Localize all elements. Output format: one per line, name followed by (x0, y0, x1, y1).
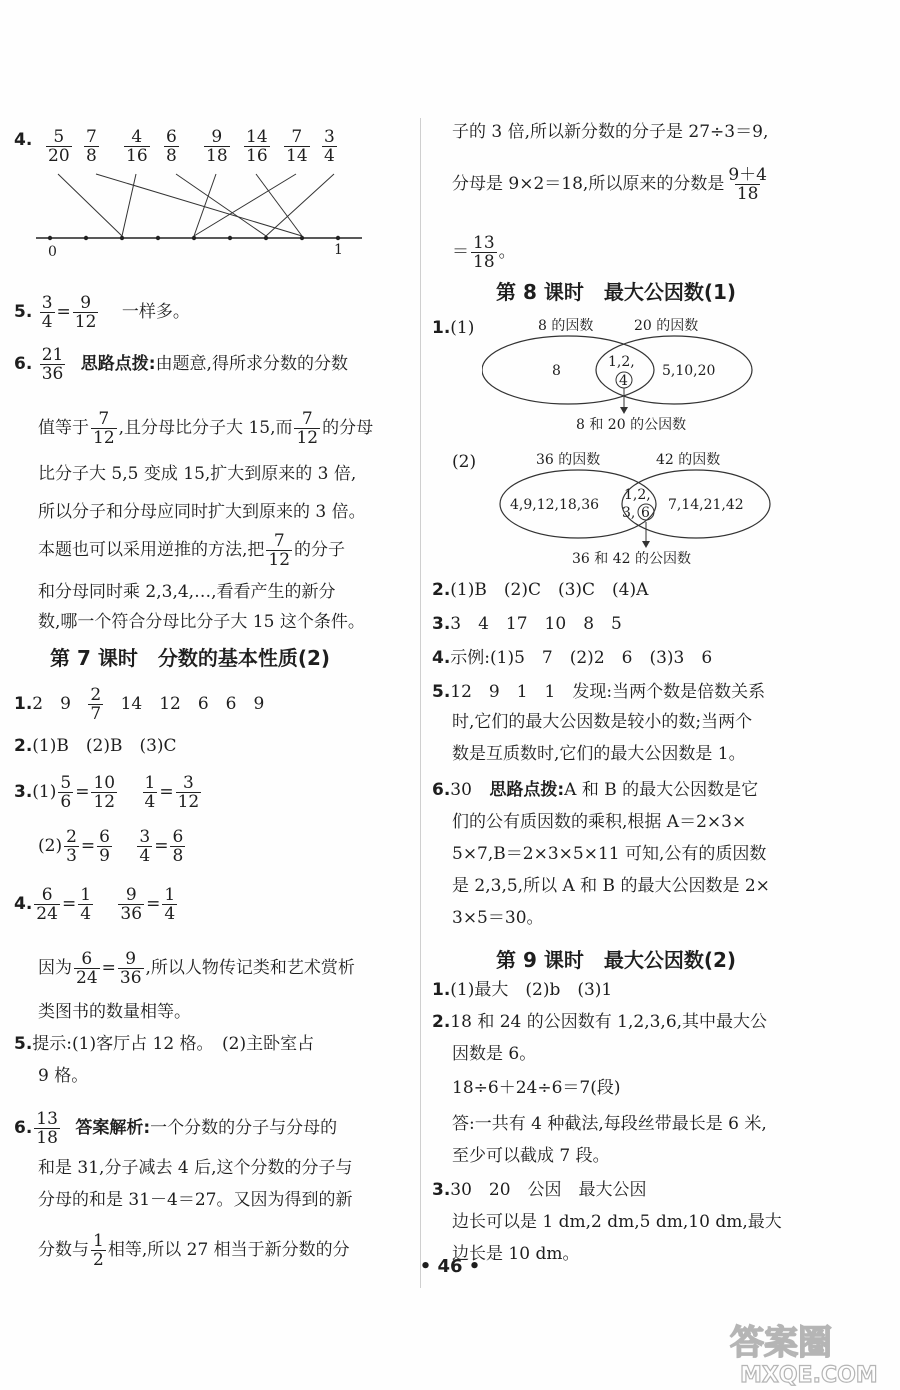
l7q2-line: 2.(1)B (2)B (3)C (14, 736, 177, 756)
venn1-caption: 8 和 20 的公因数 (576, 417, 687, 433)
axis-tick (300, 236, 304, 240)
q5-frac1: $\frac{3}{4}$ (41, 293, 53, 332)
axis-tick (120, 236, 124, 240)
venn2-mid: 1,2, (624, 487, 651, 503)
q6-line3: 比分子大 5,5 变成 15,扩大到原来的 3 倍, (38, 464, 357, 484)
q6-line2: 值等于 $\frac{7}{12}$ ,且分母比分子大 15,而 $\frac{7}{12}$ 的分母 (38, 409, 374, 448)
svg-text:答案圈: 答案圈 (730, 1323, 832, 1363)
section-heading-7: 第 7 课时 分数的基本性质(2) (50, 646, 331, 670)
venn1-left-title: 8 的因数 (538, 318, 594, 334)
q4-fraction: $\frac{5}{20}$ (48, 127, 70, 166)
q4-match-line (256, 174, 302, 236)
l7q4-line3: 类图书的数量相等。 (38, 1002, 191, 1022)
r8q5-line3: 数是互质数时,它们的最大公因数是 1。 (452, 744, 746, 764)
l7q6-line4: 分数与 $\frac{1}{2}$ 相等,所以 27 相当于新分数的分 (38, 1231, 350, 1270)
r8q1-p2: (2) (452, 452, 477, 472)
right-cont-line2: 分母是 9×2＝18,所以原来的分数是 $\frac{9+4}{18}$ (452, 165, 767, 204)
r8q6-line2: 们的公有质因数的乘积,根据 A＝2×3× (452, 812, 747, 832)
r9q3-line2: 边长可以是 1 dm,2 dm,5 dm,10 dm,最大 (452, 1212, 782, 1232)
q4-fraction: $\frac{7}{8}$ (86, 127, 97, 166)
q4-fraction: $\frac{7}{14}$ (286, 127, 308, 166)
right-cont-line1: 子的 3 倍,所以新分数的分子是 27÷3＝9, (452, 122, 769, 142)
axis-end-label: 1 (334, 242, 343, 258)
q5-frac2: $\frac{9}{12}$ (74, 293, 97, 332)
venn2-left-title: 36 的因数 (536, 452, 601, 468)
r8q6-line1: 6.30 思路点拨:A 和 B 的最大公因数是它 (432, 780, 759, 800)
q4-fraction: $\frac{6}{8}$ (166, 127, 177, 166)
page-number: • 46 • (419, 1256, 481, 1277)
column-divider (420, 118, 421, 1288)
venn2-right-title: 42 的因数 (656, 452, 721, 468)
svg-text:MXQE.COM: MXQE.COM (740, 1363, 878, 1388)
q4-fraction: $\frac{14}{16}$ (246, 127, 268, 166)
r9q2-line1: 2.18 和 24 的公因数有 1,2,3,6,其中最大公 (432, 1012, 768, 1032)
axis-tick (264, 236, 268, 240)
q6-line5: 本题也可以采用逆推的方法,把 $\frac{7}{12}$ 的分子 (38, 531, 346, 570)
l7q1-line: 1.2 9 $\frac{2}{7}$ 14 12 6 6 9 (14, 685, 265, 724)
venn-diagram-1 (482, 310, 782, 440)
r9q3-line1: 3.30 20 公因 最大公因 (432, 1180, 647, 1200)
right-cont-line3: ＝ $\frac{13}{18}$ 。 (452, 233, 516, 272)
r9q1-line: 1.(1)最大 (2)b (3)1 (432, 980, 613, 1000)
r9q3-line3: 边长是 10 dm。 (452, 1244, 580, 1264)
l7q6-line2: 和是 31,分子减去 4 后,这个分数的分子与 (38, 1158, 353, 1178)
q6-label: 思路点拨: (80, 354, 156, 374)
axis-tick (48, 236, 52, 240)
r8q5-line2: 时,它们的最大公因数是较小的数;当两个 (452, 712, 753, 732)
r8q6-line5: 3×5＝30。 (452, 908, 544, 928)
r9q2-line5: 至少可以截成 7 段。 (452, 1146, 610, 1166)
r8q5-line1: 5.12 9 1 1 发现:当两个数是倍数关系 (432, 682, 766, 702)
q4-match-line (194, 174, 296, 236)
q6-answer: $\frac{21}{36}$ (41, 345, 64, 384)
r8q4-line: 4.示例:(1)5 7 (2)2 6 (3)3 6 (432, 648, 713, 668)
q4-match-line (58, 174, 122, 236)
r8q2-line: 2.(1)B (2)C (3)C (4)A (432, 580, 649, 600)
venn1-mid: 1,2, (608, 354, 635, 370)
l7q5-line1: 5.提示:(1)客厅占 12 格。 (2)主卧室占 (14, 1034, 315, 1054)
q4-match-line (96, 174, 302, 236)
venn2-caption: 36 和 42 的公因数 (572, 551, 691, 567)
q6-line7: 数,哪一个符合分母比分子大 15 这个条件。 (38, 612, 365, 632)
q6-line1: 6. $\frac{21}{36}$ 思路点拨:由题意,得所求分数的分数 (14, 345, 348, 384)
q5-number: 5. (14, 302, 33, 322)
venn2-left: 4,9,12,18,36 (510, 497, 600, 513)
venn1-right: 5,10,20 (662, 363, 716, 379)
r9q2-line2: 因数是 6。 (452, 1044, 537, 1064)
q4-fraction: $\frac{4}{16}$ (126, 127, 148, 166)
venn2-mid-circled: 6 (641, 505, 650, 521)
l7q6-line1: 6. $\frac{13}{18}$ 答案解析:一个分数的分子与分母的 (14, 1109, 338, 1148)
l7q4-line2: 因为 $\frac{6}{24}$ = $\frac{9}{36}$ ,所以人物传记类和艺术赏析 (38, 949, 355, 988)
r8q6-line4: 是 2,3,5,所以 A 和 B 的最大公因数是 2× (452, 876, 770, 896)
axis-tick (336, 236, 340, 240)
axis-tick (156, 236, 160, 240)
q4-match-line (176, 174, 266, 236)
l7q5-line2: 9 格。 (38, 1066, 89, 1086)
q4-number-line (14, 160, 414, 260)
venn2-mid-2: 3, (622, 505, 636, 521)
q4-match-line (266, 174, 334, 236)
venn1-mid-circled: 4 (619, 373, 628, 389)
venn1-right-title: 20 的因数 (634, 318, 699, 334)
q4-match-line (122, 174, 136, 236)
r8q1-p1: 1.(1) (432, 318, 475, 338)
r9q2-line4: 答:一共有 4 种截法,每段丝带最长是 6 米, (452, 1114, 767, 1134)
section-heading-8: 第 8 课时 最大公因数(1) (496, 280, 737, 304)
q6-line4: 所以分子和分母应同时扩大到原来的 3 倍。 (38, 502, 366, 522)
venn1-left: 8 (552, 363, 561, 379)
q6-line6: 和分母同时乘 2,3,4,…,看看产生的新分 (38, 582, 336, 602)
axis-tick (228, 236, 232, 240)
q5-text: 一样多。 (121, 302, 190, 322)
l7q6-line3: 分母的和是 31－4＝27。又因为得到的新 (38, 1190, 353, 1210)
axis-tick (84, 236, 88, 240)
r8q6-line3: 5×7,B＝2×3×5×11 可知,公有的质因数 (452, 844, 767, 864)
l7q3-line2: (2) $\frac{2}{3}$ = $\frac{6}{9}$ $\frac{3}{4}$ = $\frac{6}{8}$ (38, 827, 184, 866)
venn-diagram-2 (496, 444, 816, 574)
q4-number: 4. (14, 130, 33, 150)
venn2-right: 7,14,21,42 (668, 497, 744, 513)
axis-tick (192, 236, 196, 240)
r8q3-line: 3.3 4 17 10 8 5 (432, 614, 622, 634)
l7q3-line1: 3.(1) $\frac{5}{6}$ = $\frac{10}{12}$ $\frac{1}{4}$ = $\frac{3}{12}$ (14, 773, 200, 812)
q4-fraction: $\frac{9}{18}$ (206, 127, 228, 166)
watermark-logo (720, 1318, 900, 1388)
section-heading-9: 第 9 课时 最大公因数(2) (496, 948, 737, 972)
q5-line: 5. $\frac{3}{4}$ = $\frac{9}{12}$ 一样多。 (14, 293, 190, 332)
axis-start-label: 0 (48, 244, 57, 260)
r9q2-line3: 18÷6＋24÷6＝7(段) (452, 1078, 621, 1098)
l7q4-line1: 4. $\frac{6}{24}$ = $\frac{1}{4}$ $\frac{9}{36}$ = $\frac{1}{4}$ (14, 885, 176, 924)
q4-fraction: $\frac{3}{4}$ (324, 127, 335, 166)
